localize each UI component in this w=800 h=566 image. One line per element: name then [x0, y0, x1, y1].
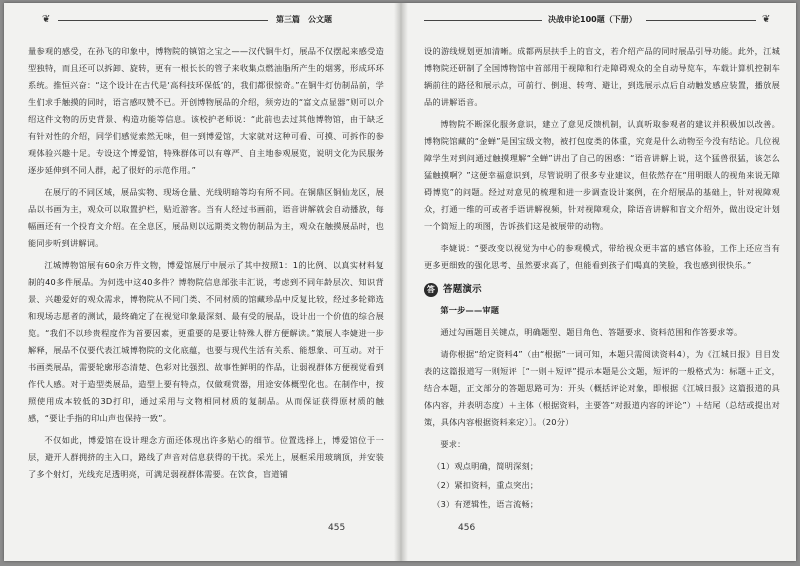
left-page-body [28, 43, 384, 488]
paragraph: 设的游线规划更加清晰。成都两层扶手上的盲文，若介绍产品的同时展品引导功能。此外，江城博物院还研制了全国博物馆中首部用于视障和行走障碍观众的全自动导览车，车载计算机控制车辆前往的路径和展示点，可前行、倒退、转弯、避让，到选展示点后自动触发感应装置，播放展品的讲解语音。 [424, 46, 780, 107]
ornament-icon: ❦ [762, 14, 771, 25]
paragraph: 博物院不断深化服务意识，建立了意见反馈机制，认真听取参观者的建议并积极加以改善。博物院馆藏的“金蝉”是国宝级文物，被打包度类的体重，究竟是什么动物至今没有结论。几位视障学生对到问通过触摸理解“全蝉”讲出了自己的困惑：“语音讲解上说，这个猛兽很猛，该怎么猛触摸啊？”这便幸福意识到，尽管说明了很多专业建议，但依然存在“用明眼人的视角来说无障碍博览”的问题。经过对意见的梳理和进一步调查设计案例，在介绍展品的基础上，针对视障观众，打通一维的可或者手语讲解视频，针对视障观众，除语音讲解和盲文介绍外，做出设定计划一个简短上的项图，告诉孩们这是被展带的动物。 [424, 119, 780, 231]
paragraph: 通过勾画题目关键点，明确题型、题目角色、答题要求、资料范围和作答要求等。 [440, 327, 743, 337]
paragraph: 要求： [440, 439, 466, 449]
answer-badge-icon: 答 [424, 283, 438, 297]
paragraph: 不仅如此，博爱馆在设计理念方面还体现出许多贴心的细节。位置选择上，博爱馆位于一层，避开人群拥挤的主入口，路线了声音对信息获得的干扰。采光上，展框采用玻璃顶，并安装了多个射灯，光线充足透明亮，可满足弱视群体需要。在饮食，盲道铺 [28, 435, 384, 479]
section-title-text: 答题演示 [443, 284, 482, 295]
book-spread [4, 3, 796, 561]
ornament-icon: ❦ [42, 14, 51, 25]
left-page-header [28, 13, 384, 27]
section-title [424, 282, 780, 298]
page-number: 456 [458, 523, 476, 533]
requirement-item: （2）紧扣资料，重点突出； [432, 480, 539, 490]
chapter-title: 第三篇 公文题 [276, 15, 332, 24]
book-title: 决战申论100题（下册） [548, 15, 637, 24]
paragraph: 量参观的感受，在孙飞的印象中，博物院的镇馆之宝之——汉代铜牛灯，展品不仅摆起来感受造型独特，而且还可以拆卸、旋转，更有一根长长的管子来收集点燃油脂所产生的烟雾，形成环环系统。推恒兴奋：“这个设计在古代是‘高科技环保低’的，我们都很惊奇。”在铜牛灯仿制品前，学生们求手触摸的同时，语言感叹赞不已。开创博物展品的介绍，须旁边的“富文点显器”则可以介绍这件文物的历史背景、构造功能等信息。该校护老师说：“此前也去过其他博物馆，由于缺乏有针对性的介绍，同学们感觉索然无味，但一到博爱馆，大家就对这种可看、可摸、可拆作的参观体验兴趣十足。专设这个博爱馆，特殊群体可以有尊严、自主地参观展览，说明文化为民服务逐步延伸到不同人群，起了很好的示范作用。” [28, 46, 384, 175]
left-page [28, 3, 384, 561]
book-gutter [394, 3, 408, 561]
header-rule [58, 20, 268, 21]
page-number: 455 [328, 523, 346, 533]
paragraph: 江城博物馆展有60余万件文物，博爱馆展厅中展示了其中按照1：1的比例、以真实材料复制的40多件展品。为何选中这40多件？博物院信息部张丰汇说，考虑到不同年龄层次、知识背景、兴趣爱好的观众需求，博物院从不同门类、不同材质的馆藏珍品中反复比较，经过多轮筛选和现场志愿者的测试，最终确定了在视觉印象最深刻、最有受的展品，设计出一个价值的综合展览。“我们不以珍贵程度作为首要因素，更重要的是要让特殊人群方便解读。”策展人李婕进一步解释，展品不仅要代表江城博物院的文化底蕴，也要与现代生活有关系、能想象、可互动。对于书画类展品，需要轮廓形态清楚、色彩对比强烈、故事性鲜明的作品，让弱视群体方便视觉看到作代人感。对于造型类展品，造型上要有特点，仅做观赏器，用途安体概型化也。在制作中，按照使用成本较低的3D打印，通过采用与文物相同材质的复制品。从而保证获得原材质的触感，“要让手指的印山声也保持一致”。 [28, 260, 384, 423]
right-page-header [424, 13, 780, 27]
paragraph: 请你根据“给定资料4”（由“根据”一词可知，本题只需阅读资料4），为《江城日报》目目发表的这篇报道写一则短评［“一则＋短评”提示本题是公文题，短评的一般格式为：标题＋正文，结合本题，正文部分的答题思路可为：开头（概括评论对象，即根据《江城日报》这篇报道的具体内容，并表明态度）＋主体（根据资料，主要答“对报道内容的评论”）＋结尾（总结或提出对策，具体内容根据资料来定）］。（20分） [424, 349, 780, 427]
header-rule [646, 20, 756, 21]
step-label: 第一步——审题 [440, 305, 500, 315]
requirement-item: （3）有逻辑性，语言流畅； [432, 499, 539, 509]
right-page [424, 3, 780, 561]
paragraph: 李婕说：“要改变以视觉为中心的参观模式，带给视众更丰富的感官体验，工作上还应当有更多更细致的强化思考、虽然要求高了，但能看到孩子们喝真的笑脸，我也感到很快乐。” [424, 243, 780, 270]
paragraph: 在展厅的不同区域，展品实物、现场仓量、光线明暗等均有所不同。在铜鼎区铜仙龙区，展品以书画为主，观众可以取置护栏，贴近游客。当有人经过书画前，语音讲解就会自动播放，每幅画还有一个投育文介绍。在全息区，展品则以远期类文物仿制品为主，观众在触摸展品时，也能同步听到讲解词。 [28, 187, 384, 248]
header-rule [424, 20, 542, 21]
right-page-body [424, 43, 780, 515]
requirement-item: （1）观点明确，简明深刻； [432, 461, 539, 471]
